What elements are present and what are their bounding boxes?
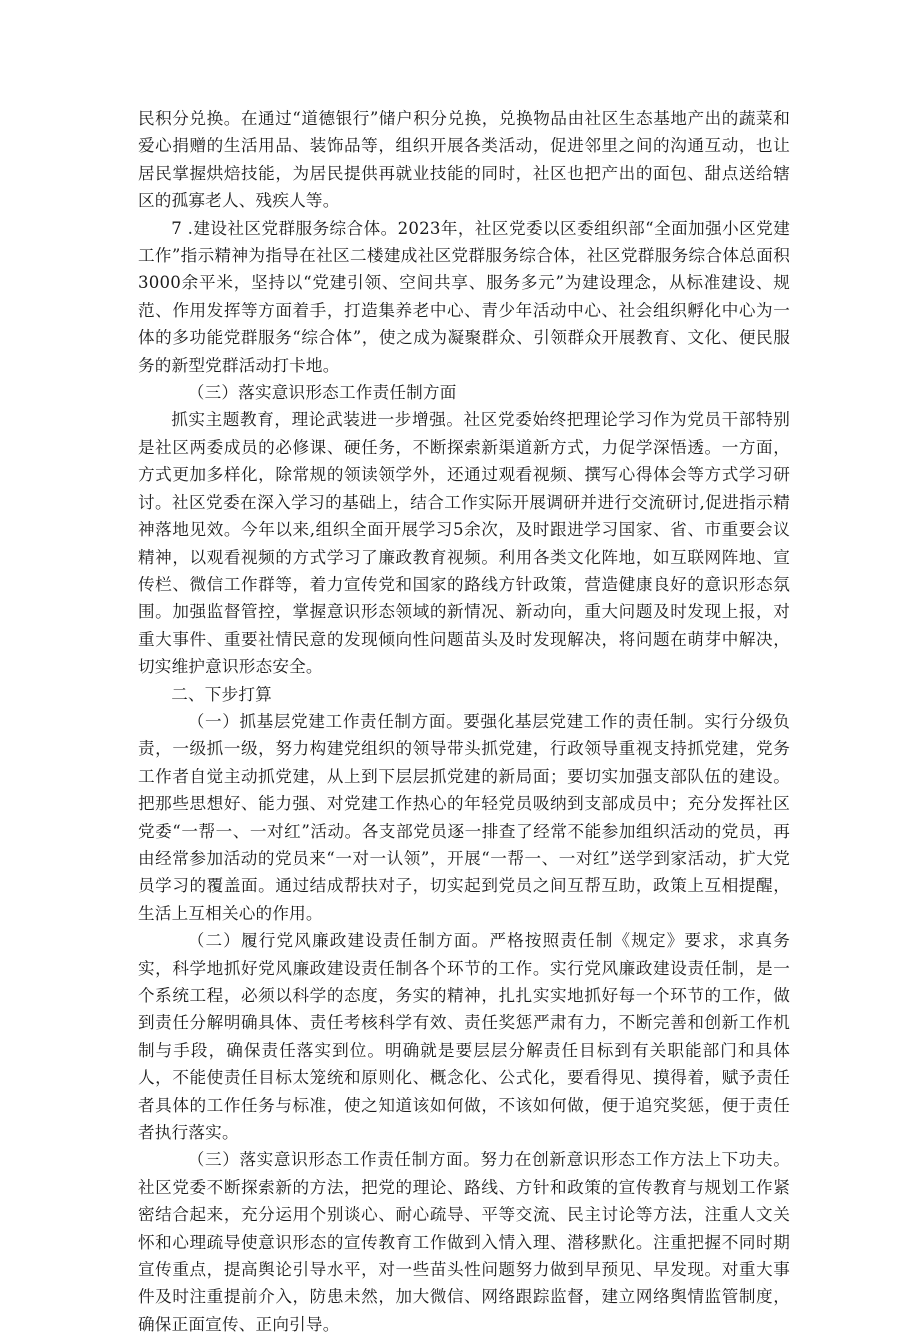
paragraph-party-building: （一）抓基层党建工作责任制方面。要强化基层党建工作的责任制。实行分级负责，一级抓一级，努力构建党组织的领导带头抓党建，行政领导重视支持抓党建，党务工作者自觉主动抓党建，从上到下层层抓党建的新局面；要切实加强支部队伍的建设。把那些思想好、能力强、对党建工作热心的年轻党员吸纳到支部成员中；充分发挥社区党委“一帮一、一对红”活动。各支部党员逐一排查了经常不能参加组织活动的党员，再由经常参加活动的党员来“一对一认领”，开展“一帮一、一对红”送学到家活动，扩大党员学习的覆盖面。通过结成帮扶对子，切实起到党员之间互帮互助，政策上互相提醒，生活上互相关心的作用。 [138, 711, 790, 923]
document-body [138, 105, 790, 1338]
paragraph-continuation: 民积分兑换。在通过“道德银行”储户积分兑换，兑换物品由社区生态基地产出的蔬菜和爱心捐赠的生活用品、装饰品等，组织开展各类活动，促进邻里之间的沟通互动，也让居民掌握烘焙技能，为居民提供再就业技能的同时，社区也把产出的面包、甜点送给辖区的孤寡老人、残疾人等。 [138, 109, 790, 211]
paragraph-theory-study: 抓实主题教育，理论武装进一步增强。社区党委始终把理论学习作为党员干部特别是社区两委成员的必修课、硬任务，不断探索新渠道新方式，力促学深悟透。一方面，方式更加多样化，除常规的领读领学外，还通过观看视频、撰写心得体会等方式学习研讨。社区党委在深入学习的基础上，结合工作实际开展调研并进行交流研讨,促进指示精神落地见效。今年以来,组织全面开展学习5余次，及时跟进学习国家、省、市重要会议精神，以观看视频的方式学习了廉政教育视频。利用各类文化阵地，如互联网阵地、宣传栏、微信工作群等，着力宣传党和国家的路线方针政策，营造健康良好的意识形态氛围。加强监督管控，掌握意识形态领域的新情况、新动向，重大问题及时发现上报，对重大事件、重要社情民意的发现倾向性问题苗头及时发现解决，将问题在萌芽中解决，切实维护意识形态安全。 [138, 410, 790, 677]
section-heading-ideology: （三）落实意识形态工作责任制方面 [187, 383, 457, 403]
section-heading-next-steps: 二、下步打算 [171, 684, 272, 704]
paragraph-item-7: 7 .建设社区党群服务综合体。2023年，社区党委以区委组织部“全面加强小区党建工作”指示精神为指导在社区二楼建成社区党群服务综合体，社区党群服务综合体总面积3000余平米，坚持以“党建引领、空间共享、服务多元”为建设理念，从标准建设、规范、作用发挥等方面着手，打造集养老中心、青少年活动中心、社会组织孵化中心为一体的多功能党群服务“综合体”，使之成为凝聚群众、引领群众开展教育、文化、便民服务的新型党群活动打卡地。 [138, 218, 790, 375]
paragraph-ideology-work: （三）落实意识形态工作责任制方面。努力在创新意识形态工作方法上下功夫。社区党委不断探索新的方法，把党的理论、路线、方针和政策的宣传教育与规划工作紧密结合起来，充分运用个别谈心、耐心疏导、平等交流、民主讨论等方法，注重人文关怀和心理疏导使意识形态的宣传教育工作做到入情入理、潜移默化。注重把握不同时期宣传重点，提高舆论引导水平，对一些苗头性问题努力做到早预见、早发现。对重大事件及时注重提前介入，防患未然，加大微信、网络跟踪监督，建立网络舆情监管制度，确保正面宣传、正向引导。 [138, 1150, 790, 1334]
paragraph-clean-governance: （二）履行党风廉政建设责任制方面。严格按照责任制《规定》要求，求真务实，科学地抓好党风廉政建设责任制各个环节的工作。实行党风廉政建设责任制，是一个系统工程，必须以科学的态度，务实的精神，扎扎实实地抓好每一个环节的工作，做到责任分解明确具体、责任考核科学有效、责任奖惩严肃有力，不断完善和创新工作机制与手段，确保责任落实到位。明确就是要层层分解责任目标到有关职能部门和具体人，不能使责任目标太笼统和原则化、概念化、公式化，要看得见、摸得着，赋予责任者具体的工作任务与标准，使之知道该如何做，不该如何做，便于追究奖惩，便于责任者执行落实。 [138, 931, 790, 1143]
